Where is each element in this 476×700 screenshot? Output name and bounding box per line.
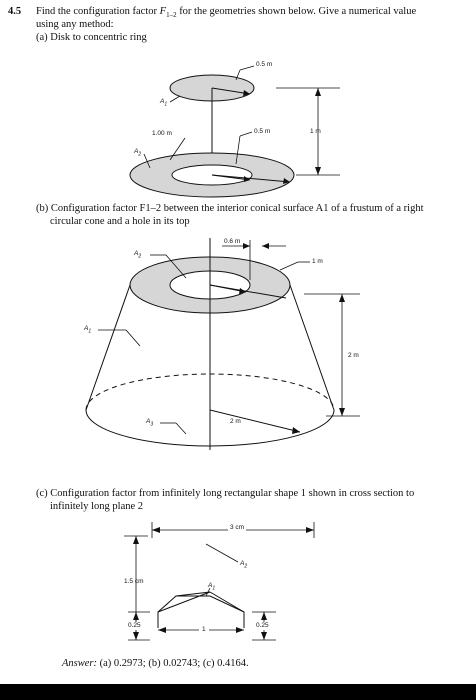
part-b-heading-line1: (b) Configuration factor F1–2 between the interior conical surface A1 of a frustum of a right <box>36 203 424 214</box>
part-a-inner-radius-label: 0.5 m <box>254 128 271 135</box>
part-b-a1-label: $A_1$ <box>84 325 92 335</box>
part-c-width-label: 3 cm <box>230 524 245 531</box>
part-a-outer-radius-label: 1.00 m <box>152 130 172 137</box>
problem-intro-line2: using any method: <box>36 19 114 30</box>
part-c-left-gap-label: 0.25 <box>128 622 141 629</box>
part-b-a2-label: $A_2$ <box>134 250 142 260</box>
part-c-span-label: 1 <box>199 626 209 634</box>
part-c-a2-label: $A_2$ <box>240 560 248 570</box>
part-c-a1-label: $A_1$ <box>208 582 216 592</box>
part-a-a1-label: $A_1$ <box>160 98 168 108</box>
part-b-hole-radius-label: 0.6 m <box>224 238 241 245</box>
problem-number: 4.5 <box>8 6 22 17</box>
part-b-height-label: 2 m <box>348 352 359 359</box>
part-a-top-radius-label: 0.5 m <box>256 61 273 68</box>
part-a-a2-label: $A_2$ <box>134 148 142 158</box>
part-c-heading-line1: (c) Configuration factor from infinitely long rectangular shape 1 shown in cross section to <box>36 488 415 499</box>
answer-line: Answer: (a) 0.2973; (b) 0.02743; (c) 0.4164. <box>62 658 249 669</box>
part-c-heading-line2: infinitely long plane 2 <box>50 501 144 512</box>
bottom-bar <box>0 684 476 700</box>
part-c-height-label: 1.5 cm <box>124 578 144 585</box>
part-c-right-gap-label: 0.25 <box>256 622 269 629</box>
problem-intro-line1: Find the configuration factor $F_{1-2}$ for the geometries shown below. Give a numerical value <box>36 6 417 20</box>
part-a-height-label: 1 m <box>310 128 321 135</box>
part-b-heading-line2: circular cone and a hole in its top <box>50 216 190 227</box>
part-b-top-radius-label: 1 m <box>312 258 323 265</box>
part-b-a3-label: $A_3$ <box>146 418 154 428</box>
part-a-heading: (a) Disk to concentric ring <box>36 32 147 43</box>
part-b-base-radius-label: 2 m <box>230 418 241 425</box>
